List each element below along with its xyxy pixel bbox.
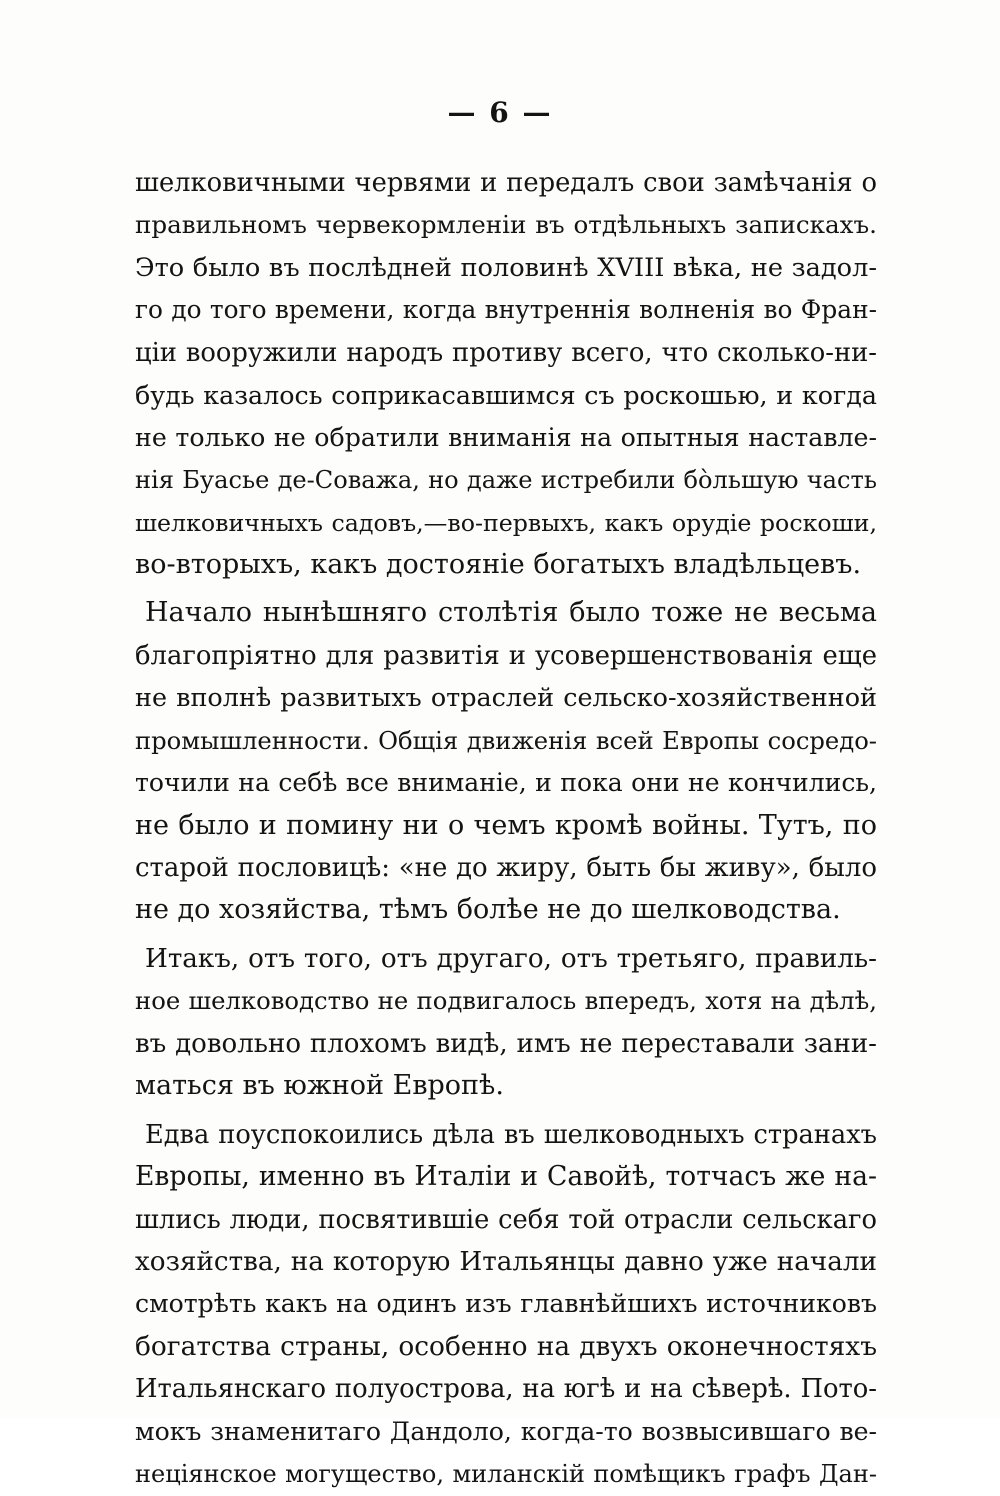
paragraph [135,938,877,1108]
text-line: не только не обратили вниманія на опытныя наставле- [135,422,877,452]
text-line: хозяйства, на которую Итальянцы давно уже начали [135,1246,877,1277]
text-line: шелковичными червями и передалъ свои замѣчанія о [135,168,877,198]
text-line: старой пословицѣ: «не до жиру, быть бы живу», было [135,853,877,883]
text-line: шелковичныхъ садовъ,—во-первыхъ, какъ орудіе роскоши, [135,508,877,537]
text-line: Едва поуспокоились дѣла въ шелководныхъ странахъ [145,1119,877,1150]
text-line: во-вторыхъ, какъ достояніе богатыхъ владѣльцевъ. [135,548,862,580]
text-line: неціянское могущество, миланскій помѣщикъ графъ Дан- [135,1460,877,1489]
text-line: точили на себѣ все вниманіе, и пока они не кончились, [135,768,877,798]
text-line: го до того времени, когда внутреннія волненія во Фран- [135,295,877,325]
text-line: богатства страны, особенно на двухъ оконечностяхъ [135,1330,877,1362]
text-line: маться въ южной Европѣ. [135,1070,504,1102]
text-line: Это было въ послѣдней половинѣ XVIII вѣка, не задол- [135,252,877,283]
text-line: Итакъ, отъ того, отъ другаго, отъ третьяго, правиль- [145,943,877,974]
text-line: въ довольно плохомъ видѣ, имъ не переставали зани- [135,1028,877,1059]
paragraph [135,1114,877,1496]
text-line: шлись люди, посвятившіе себя той отрасли сельскаго [135,1204,877,1235]
text-line: промышленности. Общія движенія всей Европы сосредо- [135,725,877,755]
text-line: не до хозяйства, тѣмъ болѣе не до шелководства. [135,894,841,926]
text-line: не вполнѣ развитыхъ отраслей сельско-хозяйственной [135,683,877,714]
paragraph [135,592,877,932]
text-line: ное шелководство не подвигалось впередъ, хотя на дѣлѣ, [135,986,877,1016]
text-line: мокъ знаменитаго Дандоло, когда-то возвысившаго ве- [135,1416,877,1446]
paragraph [135,162,877,586]
text-line: Начало нынѣшняго столѣтія было тоже не весьма [145,597,877,629]
text-line: Европы, именно въ Италіи и Савойѣ, тотчасъ же на- [135,1161,877,1193]
body-text [135,162,877,1496]
text-line: ціи вооружили народъ противу всего, что сколько-ни- [135,337,877,368]
text-line: будь казалось соприкасавшимся съ роскошью, и когда [135,380,877,411]
text-line: смотрѣть какъ на одинъ изъ главнѣйшихъ источниковъ [135,1289,877,1319]
page-number: — 6 — [447,96,553,129]
text-line: Итальянскаго полуострова, на югѣ и на сѣверѣ. Пото- [135,1374,877,1405]
text-line: благопріятно для развитія и усовершенствованія еще [135,640,877,671]
text-line: нія Буасье де-Соважа, но даже истребили бо̀льшую часть [135,466,877,495]
text-line: не было и помину ни о чемъ кромѣ войны. Тутъ, по [135,809,877,841]
text-line: правильномъ червекормленіи въ отдѣльныхъ запискахъ. [135,210,877,240]
